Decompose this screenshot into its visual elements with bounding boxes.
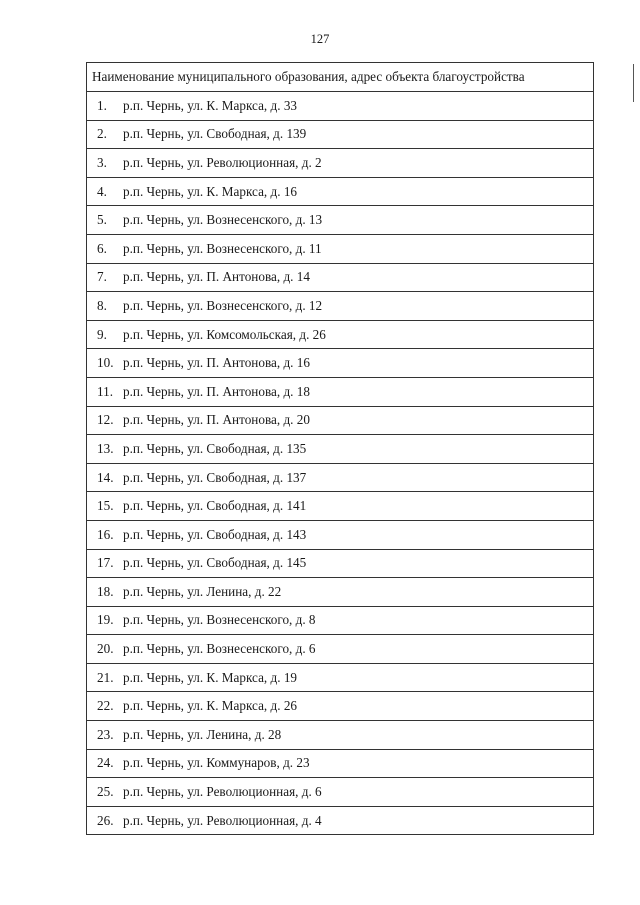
row-address: р.п. Чернь, ул. Свободная, д. 139 [123,126,307,142]
row-number: 1. [97,97,107,113]
row-number: 13. [97,440,114,456]
row-number: 10. [97,355,114,371]
address-cell [87,92,594,121]
row-number: 2. [97,126,107,142]
address-cell [87,663,594,692]
address-cell [87,492,594,521]
address-cell [87,635,594,664]
address-cell [87,320,594,349]
table-row [87,292,594,321]
table-row [87,635,594,664]
row-number: 15. [97,498,114,514]
row-number: 18. [97,583,114,599]
row-number: 6. [97,240,107,256]
table-row [87,663,594,692]
row-address: р.п. Чернь, ул. К. Маркса, д. 16 [123,183,298,199]
row-number: 14. [97,469,114,485]
row-address: р.п. Чернь, ул. Ленина, д. 22 [123,583,282,599]
row-address: р.п. Чернь, ул. П. Антонова, д. 16 [123,355,310,371]
row-number: 26. [97,812,114,828]
table-row [87,263,594,292]
row-address: р.п. Чернь, ул. П. Антонова, д. 14 [123,269,310,285]
address-cell [87,177,594,206]
address-cell [87,749,594,778]
row-address: р.п. Чернь, ул. Комсомольская, д. 26 [123,326,326,342]
row-address: р.п. Чернь, ул. Свободная, д. 141 [123,498,307,514]
address-cell [87,520,594,549]
address-cell [87,606,594,635]
table-row [87,149,594,178]
address-table [86,62,594,835]
row-number: 5. [97,212,107,228]
table-header-row [87,63,594,92]
row-address: р.п. Чернь, ул. Вознесенского, д. 6 [123,641,316,657]
row-address: р.п. Чернь, ул. П. Антонова, д. 20 [123,412,310,428]
table-row [87,92,594,121]
table-row [87,463,594,492]
row-number: 7. [97,269,107,285]
table-row [87,778,594,807]
address-cell [87,721,594,750]
row-number: 25. [97,784,114,800]
table-row [87,349,594,378]
row-address: р.п. Чернь, ул. К. Маркса, д. 33 [123,97,298,113]
address-cell [87,263,594,292]
address-cell [87,377,594,406]
table-row [87,435,594,464]
address-cell [87,549,594,578]
table-row [87,234,594,263]
table-row [87,320,594,349]
address-cell [87,806,594,835]
row-number: 19. [97,612,114,628]
table-row [87,549,594,578]
table-row [87,177,594,206]
row-number: 24. [97,755,114,771]
row-address: р.п. Чернь, ул. Свободная, д. 145 [123,555,307,571]
row-number: 8. [97,297,107,313]
address-cell [87,206,594,235]
address-cell [87,349,594,378]
row-number: 17. [97,555,114,571]
table-row [87,578,594,607]
table-row [87,692,594,721]
row-number: 22. [97,698,114,714]
table-header-cell: Наименование муниципального образования, адрес объекта благоустройства [87,63,594,92]
table-row [87,377,594,406]
table-row [87,520,594,549]
row-address: р.п. Чернь, ул. Революционная, д. 6 [123,784,322,800]
table-row [87,749,594,778]
row-number: 11. [97,383,113,399]
address-cell [87,406,594,435]
row-address: р.п. Чернь, ул. Вознесенского, д. 8 [123,612,316,628]
row-address: р.п. Чернь, ул. Свободная, д. 137 [123,469,307,485]
row-number: 16. [97,526,114,542]
row-address: р.п. Чернь, ул. Вознесенского, д. 12 [123,297,323,313]
row-address: р.п. Чернь, ул. К. Маркса, д. 26 [123,698,298,714]
address-cell [87,234,594,263]
row-number: 4. [97,183,107,199]
row-address: р.п. Чернь, ул. Ленина, д. 28 [123,726,282,742]
row-number: 21. [97,669,114,685]
row-address: р.п. Чернь, ул. Свободная, д. 143 [123,526,307,542]
address-cell [87,778,594,807]
row-address: р.п. Чернь, ул. Вознесенского, д. 11 [123,240,322,256]
table-row [87,120,594,149]
address-cell [87,120,594,149]
row-address: р.п. Чернь, ул. Свободная, д. 135 [123,440,307,456]
address-cell [87,692,594,721]
row-address: р.п. Чернь, ул. Вознесенского, д. 13 [123,212,323,228]
address-cell [87,292,594,321]
address-cell [87,578,594,607]
row-address: р.п. Чернь, ул. П. Антонова, д. 18 [123,383,310,399]
row-number: 23. [97,726,114,742]
row-number: 3. [97,154,107,170]
address-cell [87,149,594,178]
row-address: р.п. Чернь, ул. К. Маркса, д. 19 [123,669,298,685]
table-row [87,606,594,635]
table-row [87,206,594,235]
address-cell [87,435,594,464]
table-row [87,492,594,521]
page-number: 127 [310,32,330,46]
address-cell [87,463,594,492]
row-number: 9. [97,326,107,342]
scan-edge-mark [633,64,634,102]
table-row [87,806,594,835]
row-address: р.п. Чернь, ул. Революционная, д. 4 [123,812,322,828]
row-number: 12. [97,412,114,428]
row-address: р.п. Чернь, ул. Революционная, д. 2 [123,154,322,170]
row-number: 20. [97,641,114,657]
table-row [87,406,594,435]
table-row [87,721,594,750]
row-address: р.п. Чернь, ул. Коммунаров, д. 23 [123,755,310,771]
